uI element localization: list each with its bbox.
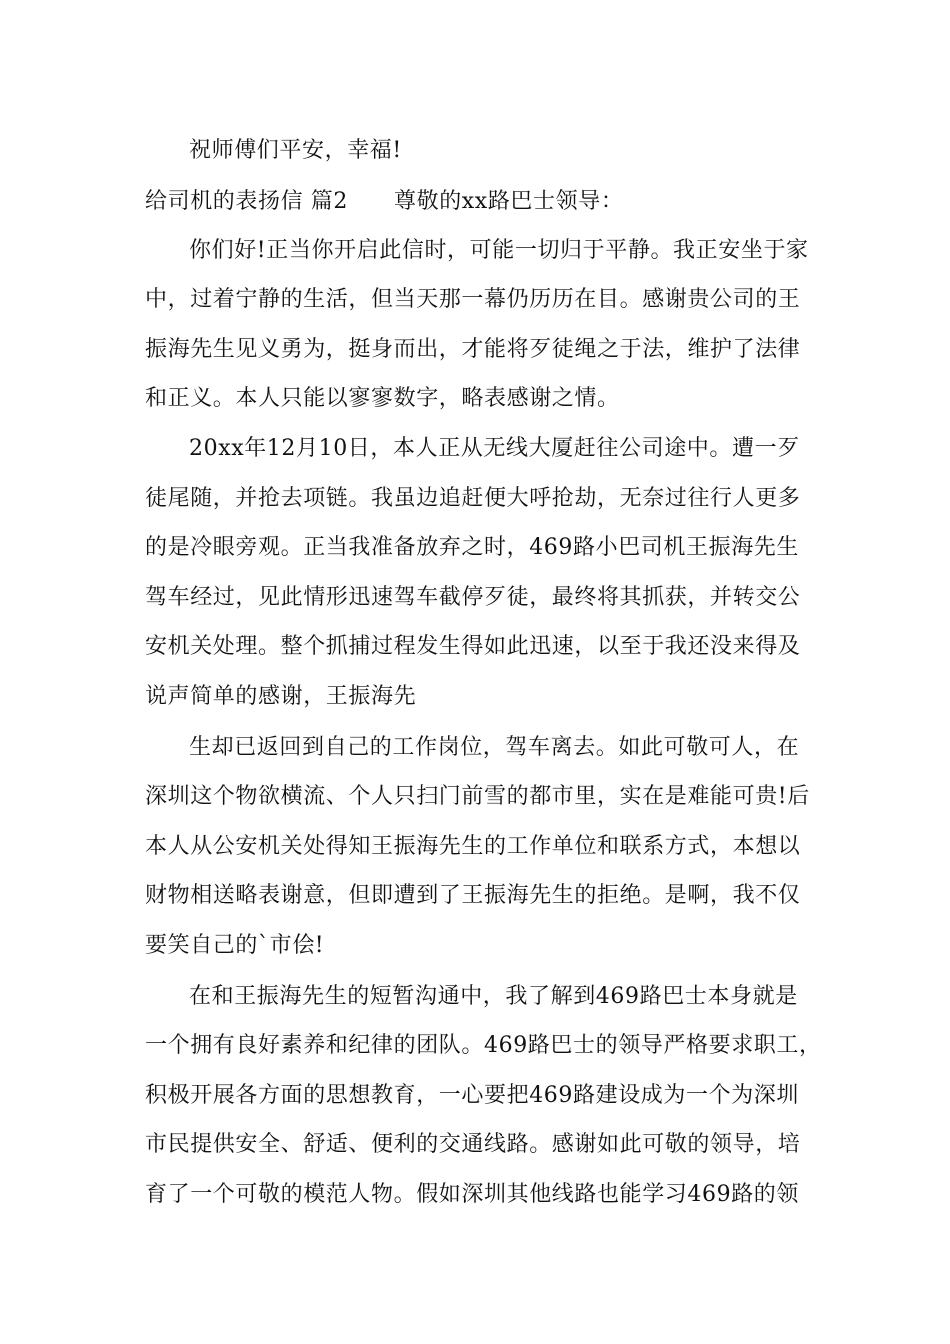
paragraph-3-line-3: 本人从公安机关处得知王振海先生的工作单位和联系方式，本想以	[145, 834, 801, 859]
closing-line: 祝师傅们平安，幸福!	[189, 138, 402, 163]
paragraph-3-line-4: 财物相送略表谢意，但即遭到了王振海先生的拒绝。是啊，我不仅	[145, 883, 801, 908]
paragraph-2-line-4: 驾车经过，见此情形迅速驾车截停歹徒，最终将其抓获，并转交公	[145, 585, 801, 610]
paragraph-4-line-5: 育了一个可敬的模范人物。假如深圳其他线路也能学习469路的领	[145, 1182, 799, 1207]
paragraph-3-line-1: 生却已返回到自己的工作岗位，驾车离去。如此可敬可人，在	[189, 735, 800, 760]
paragraph-1-line-3: 振海先生见义勇为，挺身而出，才能将歹徒绳之于法，维护了法律	[145, 337, 801, 362]
letter-title: 给司机的表扬信 篇2	[145, 189, 348, 214]
paragraph-2-line-3: 的是冷眼旁观。正当我准备放弃之时，469路小巴司机王振海先生	[145, 535, 799, 560]
paragraph-2-line-5: 安机关处理。整个抓捕过程发生得如此迅速，以至于我还没来得及	[145, 634, 801, 659]
paragraph-3-line-5: 要笑自己的`市侩!	[145, 933, 325, 958]
paragraph-4-line-4: 市民提供安全、舒适、便利的交通线路。感谢如此可敬的领导，培	[145, 1132, 801, 1157]
paragraph-3-line-2: 深圳这个物欲横流、个人只扫门前雪的都市里，实在是难能可贵!后	[145, 784, 810, 809]
paragraph-2-line-6: 说声简单的感谢，王振海先	[145, 684, 417, 709]
paragraph-1-line-2: 中，过着宁静的生活，但当天那一幕仍历历在目。感谢贵公司的王	[145, 287, 801, 312]
paragraph-4-line-3: 积极开展各方面的思想教育，一心要把469路建设成为一个为深圳	[145, 1083, 799, 1108]
paragraph-4-line-1: 在和王振海先生的短暂沟通中，我了解到469路巴士本身就是	[189, 984, 798, 1009]
paragraph-1-line-1: 你们好!正当你开启此信时，可能一切归于平静。我正安坐于家	[189, 238, 809, 263]
paragraph-2-line-2: 徒尾随，并抢去项链。我虽边追赶便大呼抢劫，无奈过往行人更多	[145, 486, 801, 511]
paragraph-1-line-4: 和正义。本人只能以寥寥数字，略表感谢之情。	[145, 386, 620, 411]
paragraph-4-line-2: 一个拥有良好素养和纪律的团队。469路巴士的领导严格要求职工，	[145, 1033, 822, 1058]
paragraph-2-line-1: 20xx年12月10日，本人正从无线大厦赶往公司途中。遭一歹	[189, 436, 800, 461]
letter-salutation: 尊敬的xx路巴士领导：	[394, 189, 624, 214]
